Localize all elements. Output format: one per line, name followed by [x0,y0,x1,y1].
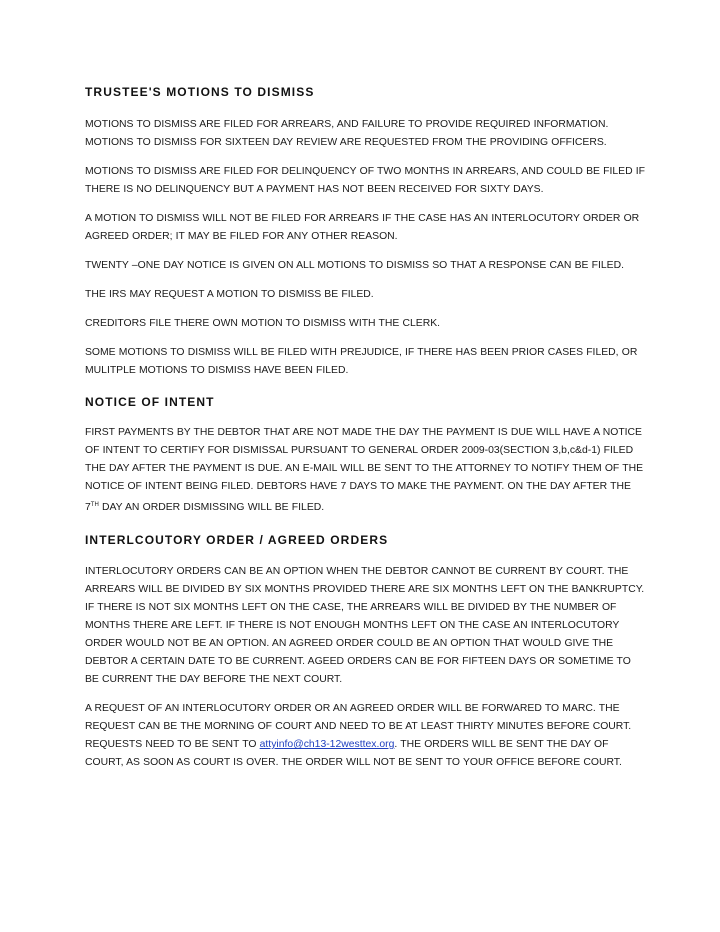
document-body [85,83,645,772]
heading-trustees-motions: TRUSTEE'S MOTIONS TO DISMISS [85,85,315,99]
paragraph-notice-of-intent [85,424,645,517]
email-link[interactable]: attyinfo@ch13-12westtex.org [259,739,395,750]
paragraph: MOTIONS TO DISMISS ARE FILED FOR ARREARS, AND FAILURE TO PROVIDE REQUIRED INFORMATION. MOTIONS TO DISMISS FOR SIXTEEN DAY REVIEW ARE REQUESTED FROM THE PROVIDING OFFICERS. [85,119,609,148]
paragraph: SOME MOTIONS TO DISMISS WILL BE FILED WITH PREJUDICE, IF THERE HAS BEEN PRIOR CASES FILED, OR MULITPLE MOTIONS TO DISMISS HAVE BEEN FILED. [85,347,638,376]
paragraph: CREDITORS FILE THERE OWN MOTION TO DISMISS WITH THE CLERK. [85,318,441,329]
paragraph: MOTIONS TO DISMISS ARE FILED FOR DELINQUENCY OF TWO MONTHS IN ARREARS, AND COULD BE FILED IF THERE IS NO DELINQUENCY BUT A PAYMENT HAS NOT BEEN RECEIVED FOR SIXTY DAYS. [85,166,646,195]
paragraph: THE IRS MAY REQUEST A MOTION TO DISMISS BE FILED. [85,289,374,300]
paragraph: A MOTION TO DISMISS WILL NOT BE FILED FOR ARREARS IF THE CASE HAS AN INTERLOCUTORY ORDER OR AGREED ORDER; IT MAY BE FILED FOR ANY OTHER REASON. [85,213,640,242]
notice-text-end: DAY AN ORDER DISMISSING WILL BE FILED. [98,502,325,513]
heading-interlocutory-orders: INTERLCOUTORY ORDER / AGREED ORDERS [85,533,389,547]
heading-notice-of-intent: NOTICE OF INTENT [85,395,215,409]
request-text-end: . THE ORDERS WILL BE SENT THE DAY OF COURT, AS SOON AS COURT IS OVER. THE ORDER WILL NOT BE SENT TO YOUR OFFICE BEFORE COURT. [85,739,622,768]
ordinal-superscript: TH [90,502,99,508]
paragraph-interlocutory: INTERLOCUTORY ORDERS CAN BE AN OPTION WHEN THE DEBTOR CANNOT BE CURRENT BY COURT. THE ARREARS WILL BE DIVIDED BY SIX MONTHS PROVIDED THERE ARE SIX MONTHS LEFT ON THE BANKRUPTCY. IF THERE IS NOT SIX MONTHS LEFT ON THE CASE, THE ARREARS WILL BE DIVIDED BY THE NUMBER OF MONTHS THERE ARE LEFT. IF THERE IS NOT ENOUGH MONTHS LEFT ON THE CASE AN INTERLOCUTORY ORDER WOULD NOT BE AN OPTION. AN AGREED ORDER COULD BE AN OPTION THAT WOULD GIVE THE DEBTOR A CERTAIN DATE TO BE CURRENT. AGEED ORDERS CAN BE FOR FIFTEEN DAYS OR SOMETIME TO BE CURRENT THE DAY BEFORE THE NEXT COURT. [85,566,645,685]
paragraph-requests [85,700,645,772]
request-text: A REQUEST OF AN INTERLOCUTORY ORDER OR AN AGREED ORDER WILL BE FORWARED TO MARC. THE REQUEST CAN BE THE MORNING OF COURT AND NEED TO BE AT LEAST THIRTY MINUTES BEFORE COURT. REQUESTS NEED TO BE SENT TO [85,703,632,750]
notice-text: FIRST PAYMENTS BY THE DEBTOR THAT ARE NOT MADE THE DAY THE PAYMENT IS DUE WILL HAVE A NOTICE OF INTENT TO CERTIFY FOR DISMISSAL PURSUANT TO GENERAL ORDER 2009-03(SECTION 3,b,c&d-1) FILED THE DAY AFTER THE PAYMENT IS DUE. AN E-MAIL WILL BE SENT TO THE ATTORNEY TO NOTIFY THEM OF THE NOTICE OF INTENT BEING FILED. DEBTORS HAVE 7 DAYS TO MAKE THE PAYMENT. ON THE DAY AFTER THE 7 [85,427,644,513]
paragraph: TWENTY –ONE DAY NOTICE IS GIVEN ON ALL MOTIONS TO DISMISS SO THAT A RESPONSE CAN BE FILED. [85,260,624,271]
